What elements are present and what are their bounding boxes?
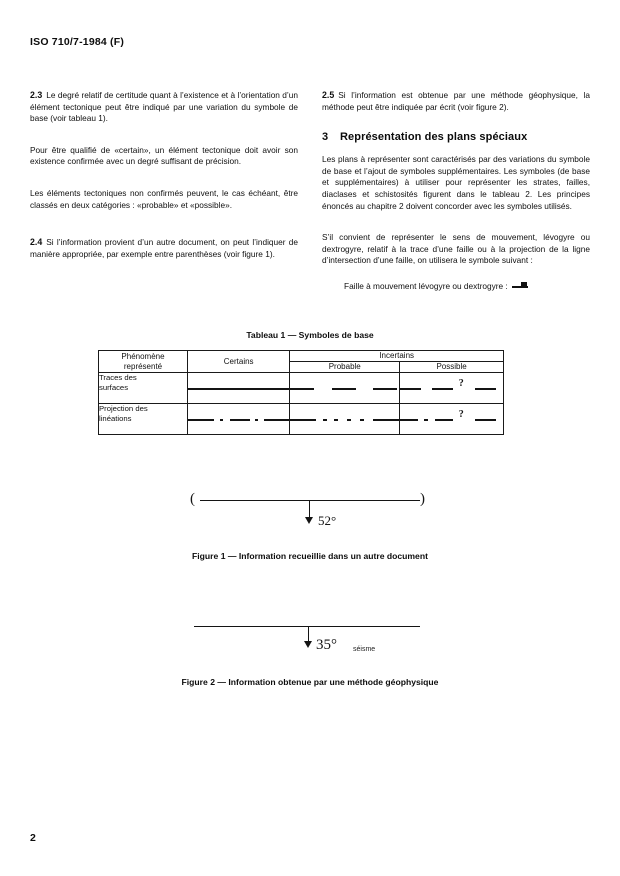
- line-segment: [188, 419, 214, 421]
- line-dot: [424, 419, 428, 421]
- figure-2-symbol: [190, 612, 430, 672]
- line-segment: [290, 419, 316, 421]
- clause-2-5-text: Si l’information est obtenue par une méthode géophysique, la méthode peut être indiquée par écrit (voir figure 2).: [322, 90, 590, 112]
- section-3-heading: [322, 131, 590, 143]
- table-head: [99, 351, 504, 373]
- dip-arrowhead-icon: [304, 641, 312, 648]
- line-segment: [373, 419, 399, 421]
- figure-2-caption: Figure 2 — Information obtenue par une méthode géophysique: [181, 677, 439, 687]
- strike-line: [194, 626, 420, 627]
- page-header: ISO 710/7-1984 (F): [30, 36, 125, 48]
- line-segment: [230, 419, 250, 421]
- symbol-dash-dot-line-question: [400, 410, 503, 428]
- paragraph-certain: Pour être qualifié de «certain», un élément tectonique doit avoir son existence confirmée avec un degré suffisant de précision.: [30, 144, 298, 167]
- line-dot: [323, 419, 327, 421]
- fault-movement-symbol-icon: [512, 282, 528, 291]
- clause-2-4-text: Si l’information provient d’un autre document, on peut l’indiquer de manière appropriée, par exemple entre parenthèses (voir figure 1).: [30, 237, 298, 259]
- left-column: [30, 90, 298, 293]
- symbol-solid-line: [188, 379, 289, 397]
- table-1-wrapper: [98, 350, 504, 435]
- line-segment: [475, 388, 496, 390]
- cell-traces-probable: [290, 373, 400, 404]
- symbol-dashed-line: [290, 379, 399, 397]
- line-segment: [432, 388, 453, 390]
- table-body: [99, 373, 504, 435]
- line-segment: [332, 388, 356, 390]
- question-mark: ?: [458, 378, 464, 389]
- row-label-traces: [99, 373, 188, 404]
- figure-2-annotation: séisme: [353, 646, 376, 653]
- section-3-number: 3: [322, 131, 329, 144]
- fault-symbol-label: Faille à mouvement lévogyre ou dextrogyre :: [344, 280, 508, 291]
- row-label-line1: Traces des: [99, 373, 137, 382]
- figure-1-graphic: [0, 486, 620, 550]
- open-paren: (: [190, 491, 195, 507]
- table-row: [99, 373, 504, 404]
- line-segment: [188, 388, 289, 390]
- question-mark: ?: [458, 409, 464, 420]
- line-segment: [264, 419, 289, 421]
- cell-projection-possible: [400, 404, 504, 435]
- line-segment: [475, 419, 496, 421]
- line-segment: [373, 388, 397, 390]
- row-label-line2: linéations: [99, 414, 132, 423]
- line-segment: [290, 388, 314, 390]
- paragraph-non-confirmes: Les éléments tectoniques non confirmés peuvent, le cas échéant, être classés en deux catégories : «probable» et «possible».: [30, 187, 298, 210]
- clause-2-3-number: 2.3: [30, 90, 43, 100]
- line-segment: [435, 419, 452, 421]
- table-row: [99, 404, 504, 435]
- clause-2-3-text: Le degré relatif de certitude quant à l’existence et à l’orientation d’un élément tectonique peut être indiqué par une variation du symbole de base (voir tableau 1).: [30, 90, 298, 124]
- col-header-phenomenon-line2: représenté: [123, 361, 163, 371]
- row-label-projection: [99, 404, 188, 435]
- clause-2-5: [322, 90, 590, 113]
- cell-projection-certains: [188, 404, 290, 435]
- table-header-row-1: [99, 351, 504, 362]
- line-dot: [347, 419, 351, 421]
- body-columns: [30, 90, 590, 293]
- col-header-probable: Probable: [290, 362, 400, 373]
- clause-2-4-number: 2.4: [30, 237, 43, 248]
- figure-1-angle-label: 52°: [318, 513, 337, 528]
- line-dot: [334, 419, 338, 421]
- col-header-certains: Certains: [188, 351, 290, 373]
- symbols-table: [98, 350, 504, 435]
- close-paren: ): [420, 491, 425, 507]
- fault-symbol-line: [344, 281, 590, 293]
- section-3-paragraph-1: Les plans à représenter sont caractérisés par des variations du symbole de base et l’ajout de symboles supplémentaires. Les symboles (de base et supplémentaires) à utiliser pour représenter les strates, failles, diaclases et schistosités figurent dans le tableau 2. Les principes énoncés au chapitre 2 doivent concorder avec les symboles utilisés.: [322, 154, 590, 211]
- row-label-line1: Projection des: [99, 404, 148, 413]
- line-segment: [400, 388, 421, 390]
- cell-traces-possible: [400, 373, 504, 404]
- symbol-dash-dot-dashed-line: [290, 410, 399, 428]
- line-dot: [220, 419, 223, 421]
- cell-traces-certains: [188, 373, 290, 404]
- clause-2-3: [30, 90, 298, 125]
- figure-2-angle-label: 35°: [316, 637, 337, 653]
- page-number: 2: [30, 832, 36, 844]
- col-header-phenomenon-line1: Phénomène: [121, 351, 165, 361]
- figure-2-graphic: [0, 612, 620, 668]
- figure-1-caption: Figure 1 — Information recueillie dans un autre document: [192, 551, 428, 561]
- figure-1-symbol: [190, 486, 430, 546]
- fault-bar: [512, 286, 528, 288]
- line-segment: [400, 419, 417, 421]
- section-3-paragraph-2: S’il convient de représenter le sens de mouvement, lévogyre ou dextrogyre, relatif à la trace d’une faille ou à la projection de la ligne d’intersection d’une faille, on utilisera le symbole suivant :: [322, 232, 590, 266]
- col-header-phenomenon: [99, 351, 188, 373]
- line-dot: [255, 419, 258, 421]
- section-3-title: Représentation des plans spéciaux: [340, 131, 528, 144]
- row-label-line2: surfaces: [99, 383, 129, 392]
- symbol-dashed-line-question: [400, 379, 503, 397]
- col-header-incertains: Incertains: [290, 351, 504, 362]
- table-1-caption: Tableau 1 — Symboles de base: [246, 330, 374, 340]
- dip-arrowhead-icon: [305, 517, 313, 524]
- clause-2-5-number: 2.5: [322, 90, 335, 100]
- line-dot: [360, 419, 364, 421]
- right-column: [322, 90, 590, 293]
- cell-projection-probable: [290, 404, 400, 435]
- fault-half-arrow: [521, 282, 527, 286]
- col-header-possible: Possible: [400, 362, 504, 373]
- clause-2-4: [30, 237, 298, 260]
- symbol-dash-dot-line: [188, 410, 289, 428]
